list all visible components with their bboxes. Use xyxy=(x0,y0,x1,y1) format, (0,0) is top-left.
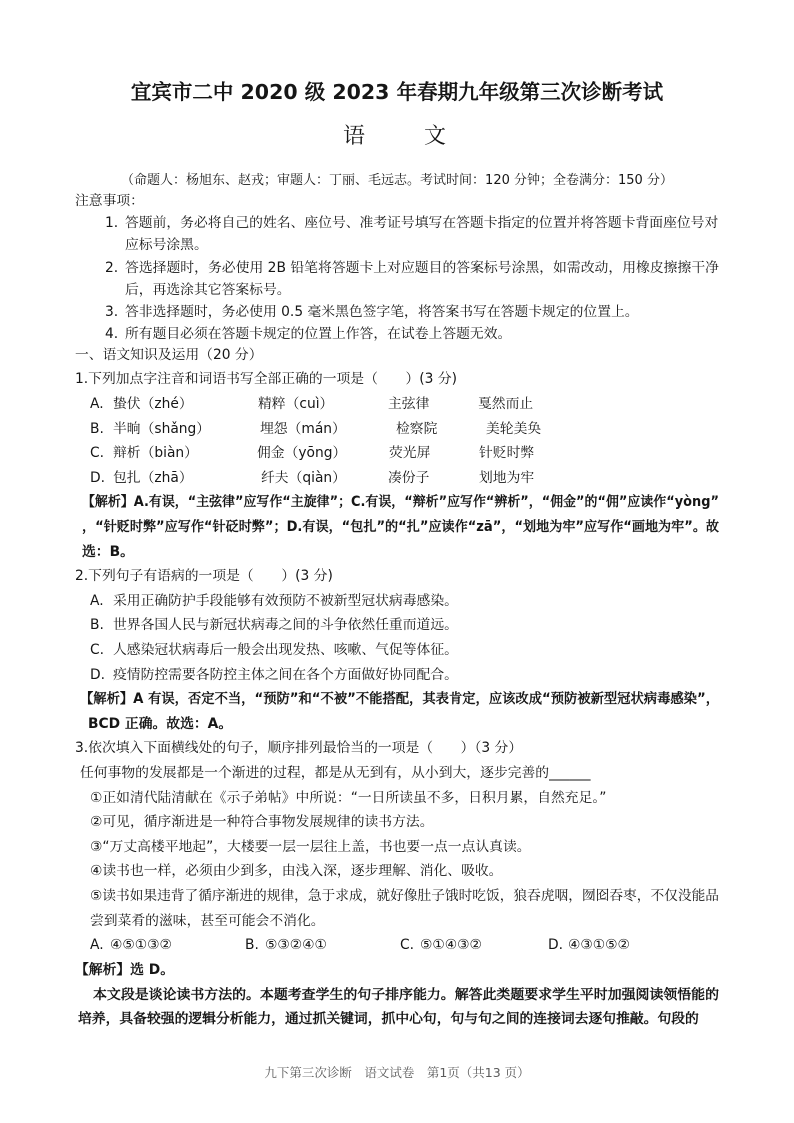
q3-options xyxy=(0,933,794,958)
exam-credits: （命题人：杨旭东、赵戎；审题人：丁丽、毛远志。考试时间：120 分钟；全卷满分：150 分） xyxy=(121,173,673,188)
q3-analysis-line: 培养，具备较强的逻辑分析能力，通过抓关键词，抓中心句，句与句之间的连接词去逐句推敲。句段的 xyxy=(78,1011,699,1028)
option-word: 划地为牢 xyxy=(479,469,535,486)
q2-stem: 2.下列句子有语病的一项是（ ）(3 分) xyxy=(75,568,333,585)
option-word: 半晌（shǎng） xyxy=(113,420,211,437)
notice-item xyxy=(0,212,794,234)
option-label: C. xyxy=(90,445,105,462)
option-label: B. xyxy=(90,420,104,437)
option-label: A. xyxy=(90,395,104,412)
option-text: 采用正确防护手段能够有效预防不被新型冠状病毒感染。 xyxy=(113,592,458,609)
q3-sentence: ①正如清代陆清献在《示子弟帖》中所说：“一日所读虽不多，日积月累，自然充足。” xyxy=(90,789,607,806)
option-label: A. xyxy=(90,937,104,954)
option-value: ④③①⑤② xyxy=(568,937,630,954)
option-label: C. xyxy=(90,642,105,658)
option-word: 主弦律 xyxy=(388,395,430,412)
notice-item xyxy=(0,301,794,323)
q1-analysis-line: 选：B。 xyxy=(82,543,134,560)
option-label: D. xyxy=(548,937,564,954)
option-word: 蛰伏（zhé） xyxy=(113,395,193,412)
option-label: A. xyxy=(90,592,104,609)
option-word: 美轮美奂 xyxy=(486,420,542,437)
option-value: ④⑤①③② xyxy=(110,937,172,954)
option-word: 纤夫（qiàn） xyxy=(261,469,346,486)
q3-sentence: ②可见，循序渐进是一种符合事物发展规律的读书方法。 xyxy=(90,814,434,831)
option-word: 凑份子 xyxy=(388,469,430,486)
option-word: 包扎（zhā） xyxy=(113,469,193,486)
option-word: 辩析（biàn） xyxy=(113,445,198,462)
option-value: ⑤③②④① xyxy=(265,937,327,954)
q2-option-d xyxy=(0,663,794,688)
q1-option-a xyxy=(0,392,794,417)
notice-item-text: 后，再选涂其它答案标号。 xyxy=(125,281,291,298)
q1-analysis-line: ，“针贬时弊”应写作“针砭时弊”；D.有误，“包扎”的“扎”应读作“zā”，“划地为牢”应写作“画地为牢”。故 xyxy=(82,518,720,535)
option-value: ⑤①④③② xyxy=(420,937,482,954)
option-word: 精粹（cuì） xyxy=(258,395,334,412)
notice-item-text: 所有题目必须在答题卡规定的位置上作答，在试卷上答题无效。 xyxy=(125,326,512,343)
notice-item-text: 答选择题时，务必使用 2B 铅笔将答题卡上对应题目的答案标号涂黑，如需改动，用橡皮擦擦干净 xyxy=(125,259,719,276)
option-label: D. xyxy=(90,666,106,683)
option-word: 佣金（yōng） xyxy=(257,445,347,462)
notice-item-number: 3. xyxy=(105,303,119,320)
option-text: 世界各国人民与新冠状病毒之间的斗争依然任重而道远。 xyxy=(113,617,458,634)
notice-item xyxy=(0,257,794,279)
q3-answer: 【解析】选 D。 xyxy=(75,961,175,978)
option-word: 戛然而止 xyxy=(478,395,534,412)
q3-sentence: 尝到菜肴的滋味，甚至可能会不消化。 xyxy=(90,912,325,929)
q1-stem: 1.下列加点字注音和词语书写全部正确的一项是（ ）(3 分) xyxy=(75,371,458,388)
option-word: 荧光屏 xyxy=(389,445,431,462)
section-1 xyxy=(0,343,794,1032)
notice-item-number: 1. xyxy=(105,215,119,232)
option-label: C. xyxy=(400,937,415,954)
q3-sentence: ④读书也一样，必须由少到多，由浅入深，逐步理解、消化、吸收。 xyxy=(90,863,503,880)
q1-analysis-line: 【解析】A.有误，“主弦律”应写作“主旋律”；C.有误，“辩析”应写作“辨析”，“佣金”的“佣”应读作“yòng” xyxy=(82,494,720,511)
q1-option-b xyxy=(0,417,794,442)
option-label: D. xyxy=(90,469,106,486)
notice-item-text: 答题前，务必将自己的姓名、座位号、准考证号填写在答题卡指定的位置并将答题卡背面座位号对 xyxy=(125,215,719,232)
notice-item-number: 4. xyxy=(105,326,119,343)
notice-item-text: 答非选择题时，务必使用 0.5 毫米黑色签字笔，将答案书写在答题卡规定的位置上。 xyxy=(125,303,639,320)
q2-option-c xyxy=(0,638,794,663)
option-text: 人感染冠状病毒后一般会出现发热、咳嗽、气促等体征。 xyxy=(113,642,458,658)
notice-item-text: 应标号涂黑。 xyxy=(125,237,208,254)
q2-option-b xyxy=(0,613,794,638)
notice-heading: 注意事项： xyxy=(75,193,144,209)
q3-sentence: ⑤读书如果违背了循序渐进的规律，急于求成，就好像肚子饿时吃饭，狼吞虎咽，囫囵吞枣，不仅没能品 xyxy=(90,888,719,905)
q1-option-c xyxy=(0,441,794,466)
notice-item-number: 2. xyxy=(105,259,119,276)
section-heading: 一、语文知识及运用（20 分） xyxy=(75,346,263,363)
q3-intro: 任何事物的发展都是一个渐进的过程，都是从无到有，从小到大，逐步完善的______ xyxy=(80,765,591,782)
notice-block xyxy=(0,190,794,345)
option-label: B. xyxy=(90,617,104,634)
option-text: 疫情防控需要各防控主体之间在各个方面做好协同配合。 xyxy=(113,666,458,683)
q1-option-d xyxy=(0,466,794,491)
q3-sentence: ③“万丈高楼平地起”，大楼要一层一层往上盖，书也要一点一点认真读。 xyxy=(90,838,531,855)
q3-stem: 3.依次填入下面横线处的句子，顺序排列最恰当的一项是（ ）（3 分） xyxy=(75,740,523,757)
option-label: B. xyxy=(245,937,259,954)
option-word: 检察院 xyxy=(396,420,438,437)
q3-analysis-line: 本文段是谈论读书方法的。本题考查学生的句子排序能力。解答此类题要求学生平时加强阅读领悟能的 xyxy=(93,986,720,1003)
q2-analysis-line: 【解析】A 有误，否定不当，“预防”和“不被”不能搭配，其表肯定，应该改成“预防被新型冠状病毒感染”， xyxy=(80,691,720,708)
q2-option-a xyxy=(0,589,794,614)
exam-title: 宜宾市二中 2020 级 2023 年春期九年级第三次诊断考试 xyxy=(130,80,664,104)
option-word: 埋怨（mán） xyxy=(260,420,346,437)
q2-analysis-line: BCD 正确。故选：A。 xyxy=(88,715,233,732)
option-word: 针贬时弊 xyxy=(479,445,535,462)
page-footer: 九下第三次诊断 语文试卷 第1页（共13 页） xyxy=(264,1065,530,1080)
subject-title: 语 文 xyxy=(342,124,451,149)
